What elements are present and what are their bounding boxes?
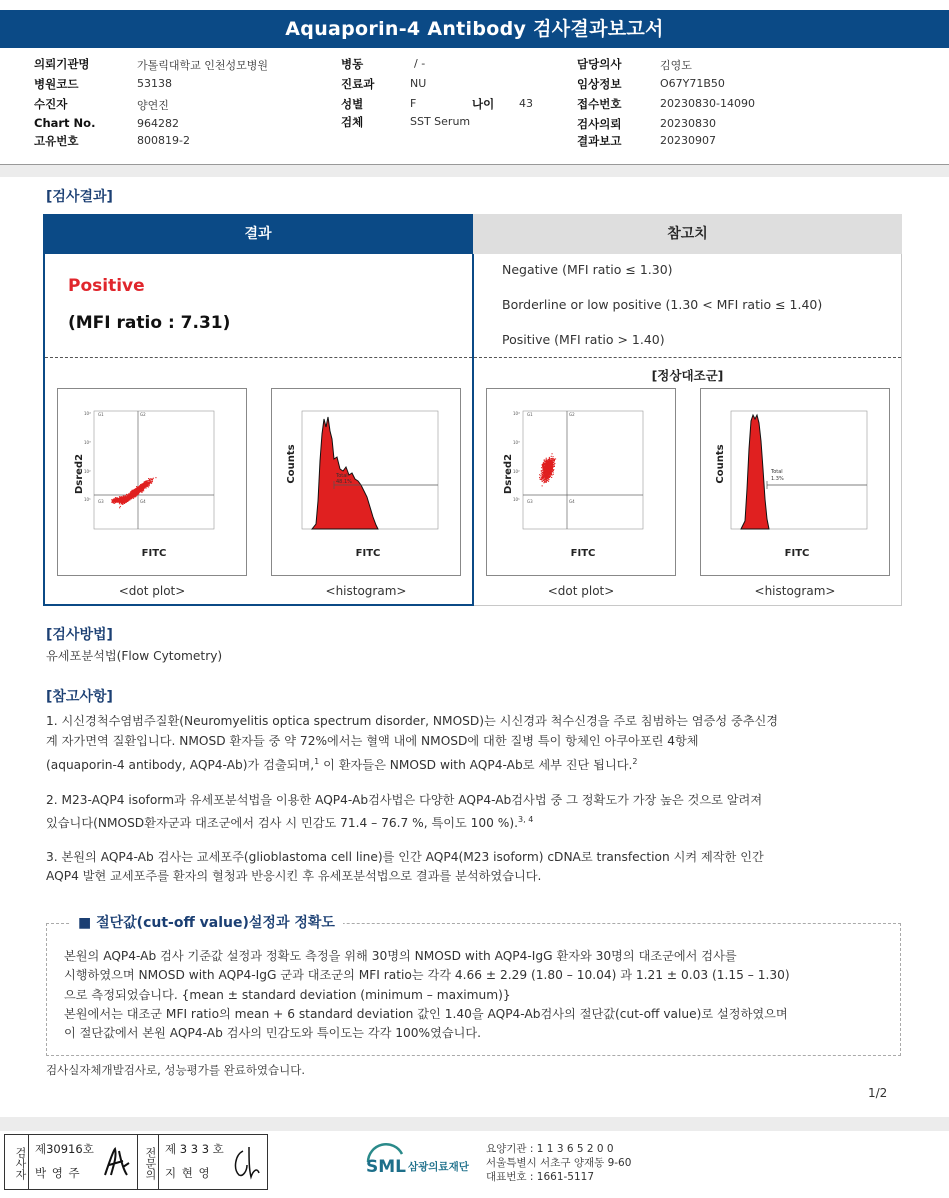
dot-point: [134, 496, 135, 497]
control-dot-xlabel: FITC: [570, 548, 596, 559]
reference-header: 참고치: [473, 214, 902, 254]
control-dot-ylabel: Dsred2: [503, 453, 514, 495]
dot-point: [539, 477, 540, 478]
chart-value: 964282: [137, 117, 179, 130]
control-hist-ylabel: Counts: [715, 444, 726, 484]
dot-point: [131, 496, 132, 497]
dot-point: [147, 480, 148, 481]
dot-point: [150, 480, 151, 481]
dot-point: [147, 485, 148, 486]
dot-point: [148, 486, 149, 487]
dot-point: [542, 481, 543, 482]
method-section-title: [검사방법]: [46, 627, 113, 643]
hospital-code-value: 53138: [137, 77, 172, 90]
control-dot-caption: <dot plot>: [547, 584, 615, 598]
dot-point: [551, 465, 552, 466]
dot-point: [131, 490, 132, 491]
dot-point: [548, 465, 549, 466]
dot-point: [127, 501, 128, 502]
agency-code: 요양기관 : 1 1 3 6 5 2 0 0: [486, 1143, 614, 1155]
svg-text:10¹: 10¹: [84, 497, 91, 502]
dot-point: [552, 453, 553, 454]
dot-point: [540, 479, 541, 480]
dot-point: [130, 491, 131, 492]
patient-gate-label: Total: [336, 473, 348, 479]
dot-point: [551, 468, 552, 469]
dot-point: [148, 478, 149, 479]
dot-point: [549, 459, 550, 460]
clinical-label: 임상정보: [577, 77, 622, 91]
dot-point: [155, 477, 156, 478]
control-dot-plot: [486, 388, 676, 576]
dot-point: [554, 459, 555, 460]
dot-point: [132, 497, 133, 498]
dot-point: [121, 503, 122, 504]
dot-point: [542, 465, 543, 466]
dot-point: [551, 458, 552, 459]
sex-label: 성별: [341, 97, 364, 111]
dot-point: [150, 478, 151, 479]
dot-point: [549, 463, 550, 464]
dot-point: [113, 502, 114, 503]
doctor-value: 김영도: [660, 59, 692, 72]
sml-logo: [364, 1140, 504, 1184]
dot-point: [144, 481, 145, 482]
age-value: 43: [519, 97, 533, 110]
svg-text:SML: SML: [366, 1157, 406, 1177]
dot-point: [112, 500, 113, 501]
dot-point: [549, 460, 550, 461]
dot-point: [541, 479, 542, 480]
dot-point: [119, 499, 120, 500]
patient-dot-caption: <dot plot>: [118, 584, 186, 598]
dot-point: [115, 501, 116, 502]
dot-point: [547, 461, 548, 462]
dot-point: [116, 499, 117, 500]
dot-point: [554, 466, 555, 467]
dot-point: [139, 486, 140, 487]
dot-point: [552, 466, 553, 467]
dot-point: [542, 485, 543, 486]
reception-label: 접수번호: [577, 97, 622, 111]
dot-point: [117, 499, 118, 500]
dot-point: [553, 470, 554, 471]
dot-point: [124, 502, 125, 503]
address: 서울특별시 서초구 양재동 9-60: [486, 1157, 632, 1169]
dot-point: [148, 484, 149, 485]
dot-point: [547, 467, 548, 468]
dot-point: [543, 464, 544, 465]
dot-point: [546, 465, 547, 466]
dot-point: [123, 496, 124, 497]
dot-point: [135, 490, 136, 491]
dot-point: [548, 474, 549, 475]
dot-point: [129, 494, 130, 495]
method-text: 유세포분석법(Flow Cytometry): [46, 649, 223, 663]
request-label: 검사의뢰: [577, 117, 622, 131]
svg-text:10²: 10²: [84, 469, 91, 474]
dot-point: [139, 492, 140, 493]
result-header: 결과: [43, 214, 473, 254]
reference-borderline: Borderline or low positive (1.30 < MFI ratio ≤ 1.40): [502, 297, 823, 312]
report-date-label: 결과보고: [577, 134, 622, 148]
request-value: 20230830: [660, 117, 716, 130]
dot-point: [546, 461, 547, 462]
dot-point: [552, 475, 553, 476]
dot-point: [549, 457, 550, 458]
ward-label: 병동: [341, 57, 364, 71]
approver-name: 지 현 영: [165, 1166, 211, 1180]
reference-negative: Negative (MFI ratio ≤ 1.30): [502, 262, 673, 277]
dot-point: [119, 507, 120, 508]
result-mfi: (MFI ratio : 7.31): [68, 313, 231, 333]
dot-point: [142, 487, 143, 488]
dot-point: [549, 458, 550, 459]
normal-control-label: [정상대조군]: [651, 368, 724, 383]
svg-text:10¹: 10¹: [513, 497, 520, 502]
dot-point: [550, 460, 551, 461]
cutoff-title: ■ 절단값(cut-off value)설정과 정확도: [70, 912, 343, 932]
svg-text:10³: 10³: [513, 440, 520, 445]
tester-label: 검사자: [5, 1135, 29, 1189]
svg-text:G1: G1: [98, 412, 104, 417]
dot-point: [131, 494, 132, 495]
dot-point: [553, 469, 554, 470]
dot-point: [127, 494, 128, 495]
dot-point: [540, 475, 541, 476]
dot-point: [113, 499, 114, 500]
dot-point: [147, 482, 148, 483]
dot-point: [550, 471, 551, 472]
dot-point: [136, 493, 137, 494]
dot-point: [125, 496, 126, 497]
dot-point: [547, 460, 548, 461]
svg-text:G3: G3: [527, 499, 533, 504]
svg-text:10⁴: 10⁴: [513, 411, 520, 416]
dot-point: [551, 474, 552, 475]
dot-point: [543, 480, 544, 481]
dot-point: [133, 490, 134, 491]
page-number: 1/2: [868, 1086, 888, 1100]
dot-point: [119, 496, 120, 497]
note-1-line-2: 계 자가면역 질환입니다. NMOSD 환자들 중 약 72%에서는 혈액 내에 NMOSD에 대한 질병 특이 항체인 아쿠아포린 4항체: [46, 734, 699, 748]
dot-point: [550, 469, 551, 470]
tester-number: 제30916호: [35, 1142, 94, 1156]
dot-point: [555, 458, 556, 459]
cutoff-line-3: 으로 측정되었습니다. {mean ± standard deviation (minimum – maximum)}: [64, 988, 511, 1002]
dot-point: [547, 469, 548, 470]
svg-text:G4: G4: [140, 499, 146, 504]
hist-ylabel: Counts: [286, 444, 297, 484]
dot-point: [545, 474, 546, 475]
patient-info: [0, 52, 949, 164]
reception-value: 20230830-14090: [660, 97, 755, 110]
note-2-line-1: 2. M23-AQP4 isoform과 유세포분석법을 이용한 AQP4-Ab검사법은 다양한 AQP4-Ab검사법 중 그 정확도가 가장 높은 것으로 알려져: [46, 793, 763, 807]
svg-text:G2: G2: [140, 412, 146, 417]
dot-point: [143, 483, 144, 484]
dot-point: [122, 498, 123, 499]
dot-point: [554, 463, 555, 464]
svg-text:G4: G4: [569, 499, 575, 504]
dot-point: [139, 487, 140, 488]
dot-point: [128, 497, 129, 498]
dot-point: [546, 472, 547, 473]
dot-point: [549, 468, 550, 469]
dot-point: [125, 501, 126, 502]
dot-point: [546, 481, 547, 482]
dot-point: [541, 467, 542, 468]
dot-point: [545, 464, 546, 465]
dot-point: [543, 470, 544, 471]
dot-point: [133, 494, 134, 495]
dot-point: [152, 481, 153, 482]
dept-label: 진료과: [341, 77, 375, 91]
chart-label: Chart No.: [34, 116, 96, 130]
report-title: Aquaporin-4 Antibody 검사결과보고서: [0, 10, 949, 48]
dot-point: [546, 468, 547, 469]
note-3-line-2: AQP4 발현 교세포주를 환자의 혈청과 반응시킨 후 유세포분석법으로 결과를 분석하였습니다.: [46, 869, 542, 883]
dot-point: [136, 495, 137, 496]
dot-point: [153, 478, 154, 479]
dot-point: [137, 493, 138, 494]
dot-point: [127, 498, 128, 499]
dot-point: [119, 500, 120, 501]
patient-histogram: [271, 388, 461, 576]
dot-point: [544, 474, 545, 475]
cutoff-line-4: 본원에서는 대조군 MFI ratio의 mean + 6 standard deviation 값인 1.40을 AQP4-Ab검사의 절단값(cut-off value)로 설정하였으며: [64, 1007, 788, 1021]
dot-point: [146, 483, 147, 484]
note-2-line-2: 있습니다(NMOSD환자군과 대조군에서 검사 시 민감도 71.4 – 76.7 %, 특이도 100 %).$^{3, 4}$: [46, 815, 534, 831]
dot-point: [545, 476, 546, 477]
dot-point: [144, 486, 145, 487]
dot-point: [130, 492, 131, 493]
dept-value: NU: [410, 77, 427, 90]
dot-point: [141, 485, 142, 486]
id-label: 고유번호: [34, 134, 79, 148]
dot-point: [543, 482, 544, 483]
institution-label: 의뢰기관명: [34, 57, 90, 71]
report-date-value: 20230907: [660, 134, 716, 147]
tester-name: 박 영 주: [35, 1166, 81, 1180]
dot-point: [145, 481, 146, 482]
dot-point: [112, 501, 113, 502]
control-histogram: [700, 388, 890, 576]
svg-text:삼광의료재단: 삼광의료재단: [408, 1161, 469, 1173]
approver-signature: [229, 1143, 265, 1183]
dot-plot-xlabel: FITC: [141, 548, 167, 559]
dot-point: [551, 456, 552, 457]
result-status: Positive: [68, 276, 145, 296]
id-value: 800819-2: [137, 134, 190, 147]
note-1-line-1: 1. 시신경척수염범주질환(Neuromyelitis optica spectrum disorder, NMOSD)는 시신경과 척수신경을 주로 침범하는 염증성 중추신경: [46, 714, 779, 728]
dot-point: [115, 502, 116, 503]
footer-band: [0, 1117, 949, 1131]
specimen-label: 검체: [341, 115, 364, 129]
dot-point: [548, 470, 549, 471]
dot-point: [547, 464, 548, 465]
dot-point: [549, 462, 550, 463]
dot-point: [148, 480, 149, 481]
dot-point: [142, 483, 143, 484]
tester-signature: [101, 1145, 133, 1181]
dot-point: [552, 460, 553, 461]
self-development-note: 검사실자체개발검사로, 성능평가를 완료하였습니다.: [46, 1063, 306, 1077]
dot-point: [122, 504, 123, 505]
dot-point: [121, 499, 122, 500]
ward-value: / -: [414, 57, 426, 70]
dot-point: [541, 473, 542, 474]
dot-point: [553, 474, 554, 475]
dot-point: [549, 467, 550, 468]
patient-value: 양연진: [137, 99, 169, 112]
dot-point: [551, 477, 552, 478]
reference-positive: Positive (MFI ratio > 1.40): [502, 332, 665, 347]
svg-text:10²: 10²: [513, 469, 520, 474]
dot-point: [119, 503, 120, 504]
dot-point: [547, 480, 548, 481]
dot-point: [121, 502, 122, 503]
dot-point: [136, 491, 137, 492]
dot-point: [543, 468, 544, 469]
control-hist-xlabel: FITC: [784, 548, 810, 559]
control-histogram-caption: <histogram>: [754, 584, 836, 598]
dot-point: [550, 466, 551, 467]
dot-point: [548, 477, 549, 478]
sex-value: F: [410, 97, 417, 110]
dot-point: [546, 482, 547, 483]
result-section-title: [검사결과]: [46, 189, 113, 205]
signature-box: [4, 1134, 268, 1190]
dot-point: [553, 456, 554, 457]
control-gate-value: 1.3%: [771, 476, 784, 482]
patient-dot-plot: [57, 388, 247, 576]
dot-point: [132, 492, 133, 493]
clinical-value: O67Y71B50: [660, 77, 725, 90]
cutoff-line-2: 시행하였으며 NMOSD with AQP4-IgG 군과 대조군의 MFI ratio는 각각 4.66 ± 2.29 (1.80 – 10.04) 과 1.21 ± 0.03 (1.15 – 1.30): [64, 968, 790, 982]
dot-point: [138, 491, 139, 492]
age-label: 나이: [472, 97, 495, 111]
dot-point: [551, 470, 552, 471]
phone: 대표번호 : 1661-5117: [486, 1171, 595, 1183]
dot-point: [143, 490, 144, 491]
dot-point: [120, 506, 121, 507]
svg-text:G3: G3: [98, 499, 104, 504]
dot-point: [549, 477, 550, 478]
result-divider: [45, 357, 901, 358]
hospital-code-label: 병원코드: [34, 77, 79, 91]
dot-point: [546, 459, 547, 460]
dot-point: [114, 503, 115, 504]
dot-point: [545, 469, 546, 470]
dot-point: [120, 496, 121, 497]
dot-point: [553, 462, 554, 463]
dot-point: [124, 498, 125, 499]
dot-point: [149, 485, 150, 486]
dot-point: [552, 463, 553, 464]
dot-point: [546, 458, 547, 459]
dot-point: [544, 460, 545, 461]
dot-point: [544, 479, 545, 480]
dot-point: [542, 477, 543, 478]
dot-point: [143, 488, 144, 489]
dot-point: [145, 483, 146, 484]
dot-point: [137, 489, 138, 490]
dot-point: [151, 479, 152, 480]
notes-section-title: [참고사항]: [46, 689, 113, 705]
svg-text:10⁴: 10⁴: [84, 411, 91, 416]
dot-point: [544, 465, 545, 466]
dot-point: [122, 497, 123, 498]
dot-point: [543, 476, 544, 477]
note-1-line-3: (aquaporin-4 antibody, AQP4-Ab)가 검출되며,$^1$ 이 환자들은 NMOSD with AQP4-Ab로 세부 진단 됩니다.$^2$: [46, 757, 638, 773]
dot-point: [136, 486, 137, 487]
dot-plot-ylabel: Dsred2: [74, 453, 85, 495]
dot-point: [544, 461, 545, 462]
patient-label: 수진자: [34, 97, 68, 111]
dot-point: [548, 475, 549, 476]
approver-label: 전문의: [137, 1135, 159, 1189]
cutoff-line-1: 본원의 AQP4-Ab 검사 기준값 설정과 정확도 측정을 위해 30명의 NMOSD with AQP4-IgG 환자와 30명의 대조군에서 검사를: [64, 949, 737, 963]
dot-point: [539, 474, 540, 475]
dot-point: [151, 481, 152, 482]
svg-text:G2: G2: [569, 412, 575, 417]
dot-point: [546, 473, 547, 474]
patient-gate-value: 48.1%: [336, 479, 352, 485]
control-gate-label: Total: [771, 469, 783, 475]
dot-point: [145, 485, 146, 486]
cutoff-line-5: 이 절단값에서 본원 AQP4-Ab 검사의 민감도와 특이도는 각각 100%였습니다.: [64, 1026, 482, 1040]
dot-point: [543, 472, 544, 473]
dot-point: [130, 496, 131, 497]
note-3-line-1: 3. 본원의 AQP4-Ab 검사는 교세포주(glioblastoma cell line)를 인간 AQP4(M23 isoform) cDNA로 transfection 시켜 제작한 인간: [46, 850, 764, 864]
dot-point: [142, 486, 143, 487]
dot-point: [123, 499, 124, 500]
dot-point: [140, 489, 141, 490]
dot-point: [546, 478, 547, 479]
dot-point: [546, 460, 547, 461]
patient-histogram-caption: <histogram>: [325, 584, 407, 598]
dot-point: [150, 482, 151, 483]
approver-number: 제 3 3 3 호: [165, 1142, 224, 1156]
svg-text:G1: G1: [527, 412, 533, 417]
hist-xlabel: FITC: [355, 548, 381, 559]
dot-point: [149, 482, 150, 483]
dot-point: [140, 491, 141, 492]
svg-text:10³: 10³: [84, 440, 91, 445]
institution-value: 가톨릭대학교 인천성모병원: [137, 59, 269, 72]
dot-point: [134, 494, 135, 495]
doctor-label: 담당의사: [577, 57, 622, 71]
contact-info: [486, 1142, 631, 1184]
specimen-value: SST Serum: [410, 115, 471, 128]
dot-point: [548, 478, 549, 479]
gray-band: [0, 165, 949, 177]
dot-point: [146, 487, 147, 488]
dot-point: [541, 471, 542, 472]
dot-point: [132, 496, 133, 497]
dot-point: [142, 489, 143, 490]
